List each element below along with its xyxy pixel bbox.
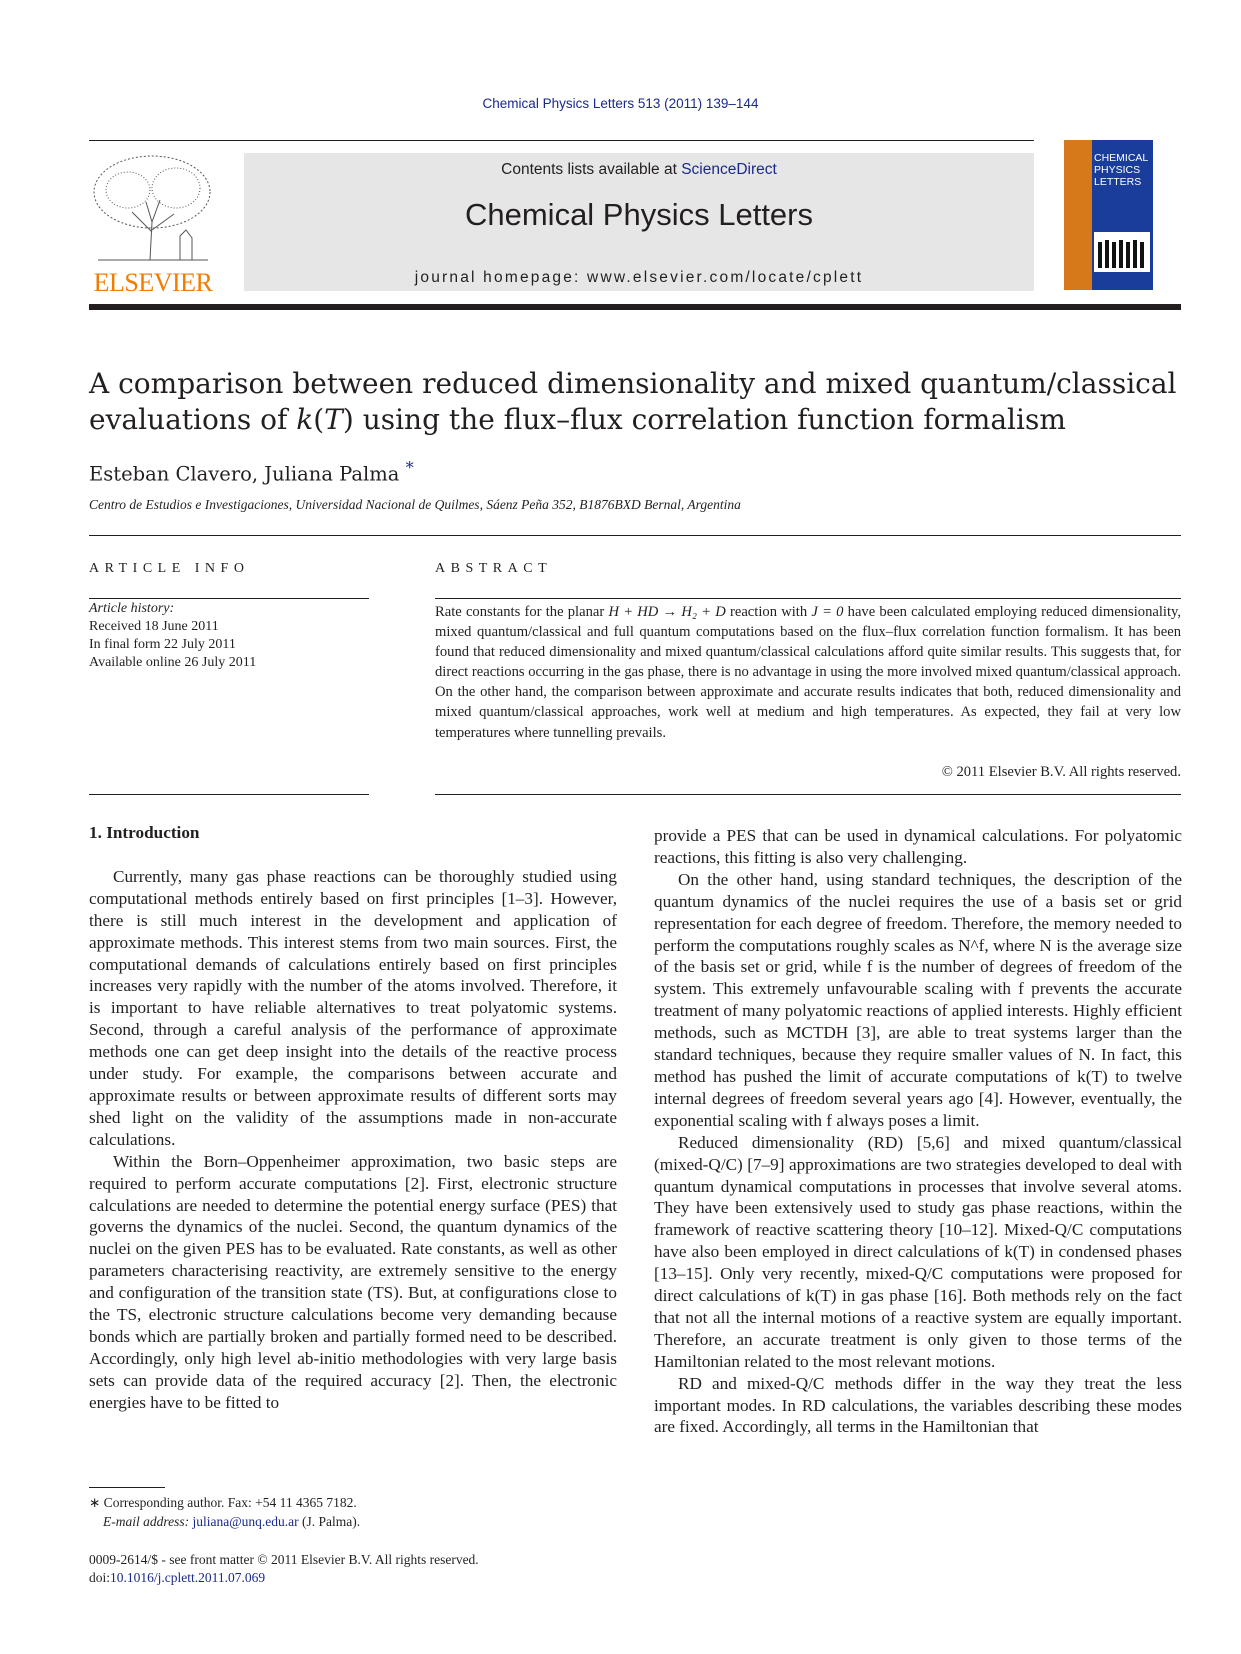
section-title-introduction: 1. Introduction xyxy=(89,823,200,842)
article-info-rule xyxy=(89,598,369,599)
contents-prefix: Contents lists available at xyxy=(501,161,682,178)
article-info-heading: ARTICLE INFO xyxy=(89,561,250,576)
doi-line: doi:10.1016/j.cplett.2011.07.069 xyxy=(89,1570,266,1585)
header-thick-rule xyxy=(89,304,1181,310)
journal-name: Chemical Physics Letters xyxy=(464,197,813,232)
body-column-right xyxy=(654,825,1182,1438)
journal-header-band xyxy=(244,153,1034,291)
history-label: Article history: xyxy=(89,601,175,616)
article-info-bottom-rule xyxy=(89,794,369,795)
journal-reference[interactable]: Chemical Physics Letters 513 (2011) 139–144 xyxy=(482,96,759,111)
author-list xyxy=(89,458,414,486)
received-date: Received 18 June 2011 xyxy=(89,619,219,634)
reaction-formula: H + HD → H₂ + D xyxy=(608,604,726,620)
abstract-text: Rate constants for the planar H + HD → H₂ + D reaction with J = 0 have been calculated employing reduced dimensionality, mixed quantum/classical and full quantum computations based on the flux–flux correlation function formalism. It has been found that reduced dimensionality and mixed quantum/classical calculations afford quite similar results. This suggests that, for direct reactions occurring in the gas phase, there is no advantage in using the more involved mixed quantum/classical approach. On the other hand, the comparison between approximate and accurate results indicates that both, reduced dimensionality and mixed quantum/classical approaches, work well at medium and high temperatures. As expected, they fail at very low temperatures where tunnelling prevails. xyxy=(435,604,1182,741)
journal-homepage-link[interactable]: journal homepage: www.elsevier.com/locate/cplett xyxy=(414,269,864,286)
cover-title: CHEMICAL PHYSICS LETTERS xyxy=(1094,152,1148,188)
body-column-left xyxy=(89,822,617,1414)
affiliation: Centro de Estudios e Investigaciones, Universidad Nacional de Quilmes, Sáenz Peña 352, B1876BXD Bernal, Argentina xyxy=(89,497,741,512)
article-history xyxy=(89,600,369,672)
corresponding-author-note: ∗ Corresponding author. Fax: +54 11 4365 7182. xyxy=(89,1495,357,1510)
online-date: Available online 26 July 2011 xyxy=(89,655,257,670)
paragraph-2: Within the Born–Oppenheimer approximation, two basic steps are required to perform accurate computations [2]. First, electronic structure calculations are needed to determine the potential energy surface (PES) that governs the dynamics of the nuclei. Second, the quantum dynamics of the nuclei on the given PES has to be evaluated. Rate constants, as well as other parameters characterising reactivity, are extremely sensitive to the energy and configuration of the transition state (TS). But, at configurations close to the TS, electronic structure calculations become very demanding because bonds which are partially broken and partially formed need to be described. Accordingly, only high level ab-initio methodologies with very large basis sets can provide data of the required accuracy [2]. Then, the electronic energies have to be fitted to xyxy=(89,1151,617,1412)
title-line-2: evaluations of k(T) using the flux–flux correlation function formalism xyxy=(89,403,1066,436)
article-title xyxy=(89,366,1189,438)
footnote-rule xyxy=(89,1487,165,1488)
header-top-rule xyxy=(89,140,1034,141)
paragraph-1: Currently, many gas phase reactions can be thoroughly studied using computational methods entirely based on first principles [1–3]. However, there is still much interest in the development and application of approximate methods. This interest stems from two main sources. First, the computational demands of calculations entirely based on first principles increases very rapidly with the number of the atoms involved. Therefore, it is important to have reliable alternatives to treat polyatomic systems. Second, through a careful analysis of the performance of approximate methods one can get deep insight into the details of the reactive process under study. For example, the comparisons between accurate and approximate results or between approximate results of different sorts may shed light on the validity of the assumptions made in non-accurate calculations. xyxy=(89,866,617,1149)
abstract-copyright: © 2011 Elsevier B.V. All rights reserved. xyxy=(941,764,1181,780)
issn-line: 0009-2614/$ - see front matter © 2011 Elsevier B.V. All rights reserved. xyxy=(89,1552,479,1567)
paragraph-3: provide a PES that can be used in dynamical calculations. For polyatomic reactions, this fitting is also very challenging. xyxy=(654,826,1182,867)
abstract-bottom-rule xyxy=(435,794,1181,795)
abstract-rule xyxy=(435,598,1181,599)
cover-graphic xyxy=(1094,232,1150,272)
doi-link[interactable]: 10.1016/j.cplett.2011.07.069 xyxy=(110,1570,266,1585)
cover-stripe xyxy=(1064,140,1092,290)
elsevier-wordmark: ELSEVIER xyxy=(93,268,213,297)
corresponding-author-mark[interactable]: * xyxy=(405,458,414,477)
email-link[interactable]: juliana@unq.edu.ar xyxy=(192,1514,299,1529)
paragraph-5: Reduced dimensionality (RD) [5,6] and mixed quantum/classical (mixed-Q/C) [7–9] approximations are two strategies developed to deal with quantum dynamical computations in processes that involve several atoms. They have been extensively used to study gas phase reactions, within the framework of reactive scattering theory [10–12]. Mixed-Q/C computations have also been employed in direct calculations of k(T) in condensed phases [13–15]. Only very recently, mixed-Q/C computations were proposed for direct calculations of k(T) in gas phase [16]. Both methods rely on the fact that not all the internal motions of a reactive system are equally important. Therefore, an accurate treatment is only given to those terms of the Hamiltonian related to the most relevant motions. xyxy=(654,1132,1182,1371)
bottom-metadata xyxy=(89,1551,689,1587)
contents-line xyxy=(244,161,1034,179)
authors-text: Esteban Clavero, Juliana Palma xyxy=(89,462,400,486)
title-line-1: A comparison between reduced dimensionality and mixed quantum/classical xyxy=(89,367,1177,400)
title-bottom-rule xyxy=(89,535,1181,536)
final-form-date: In final form 22 July 2011 xyxy=(89,637,236,652)
paragraph-4: On the other hand, using standard techniques, the description of the quantum dynamics of the nuclei requires the use of a basis set or grid representation for each degree of freedom. Therefore, the memory needed to perform the computations roughly scales as N^f, where N is the average size of the basis set or grid, while f is the number of degrees of freedom of the system. This extremely unfavourable scaling with f prevents the accurate treatment of many polyatomic reactions of applied interests. Highly efficient methods, such as MCTDH [3], are able to treat systems larger than the standard techniques, because they require smaller values of N. In fact, this method has pushed the limit of accurate computations of k(T) to twelve internal degrees of freedom several years ago [4]. However, eventually, the exponential scaling with f always poses a limit. xyxy=(654,869,1182,1130)
email-line: E-mail address: juliana@unq.edu.ar (J. Palma). xyxy=(103,1514,361,1529)
footnote xyxy=(89,1493,609,1531)
sciencedirect-link[interactable]: ScienceDirect xyxy=(681,161,777,178)
journal-cover-image xyxy=(1064,140,1153,290)
abstract-heading: ABSTRACT xyxy=(435,561,553,576)
paragraph-6: RD and mixed-Q/C methods differ in the way they treat the less important modes. In RD calculations, the variables describing these modes are fixed. Accordingly, all terms in the Hamiltonian that xyxy=(654,1373,1182,1437)
